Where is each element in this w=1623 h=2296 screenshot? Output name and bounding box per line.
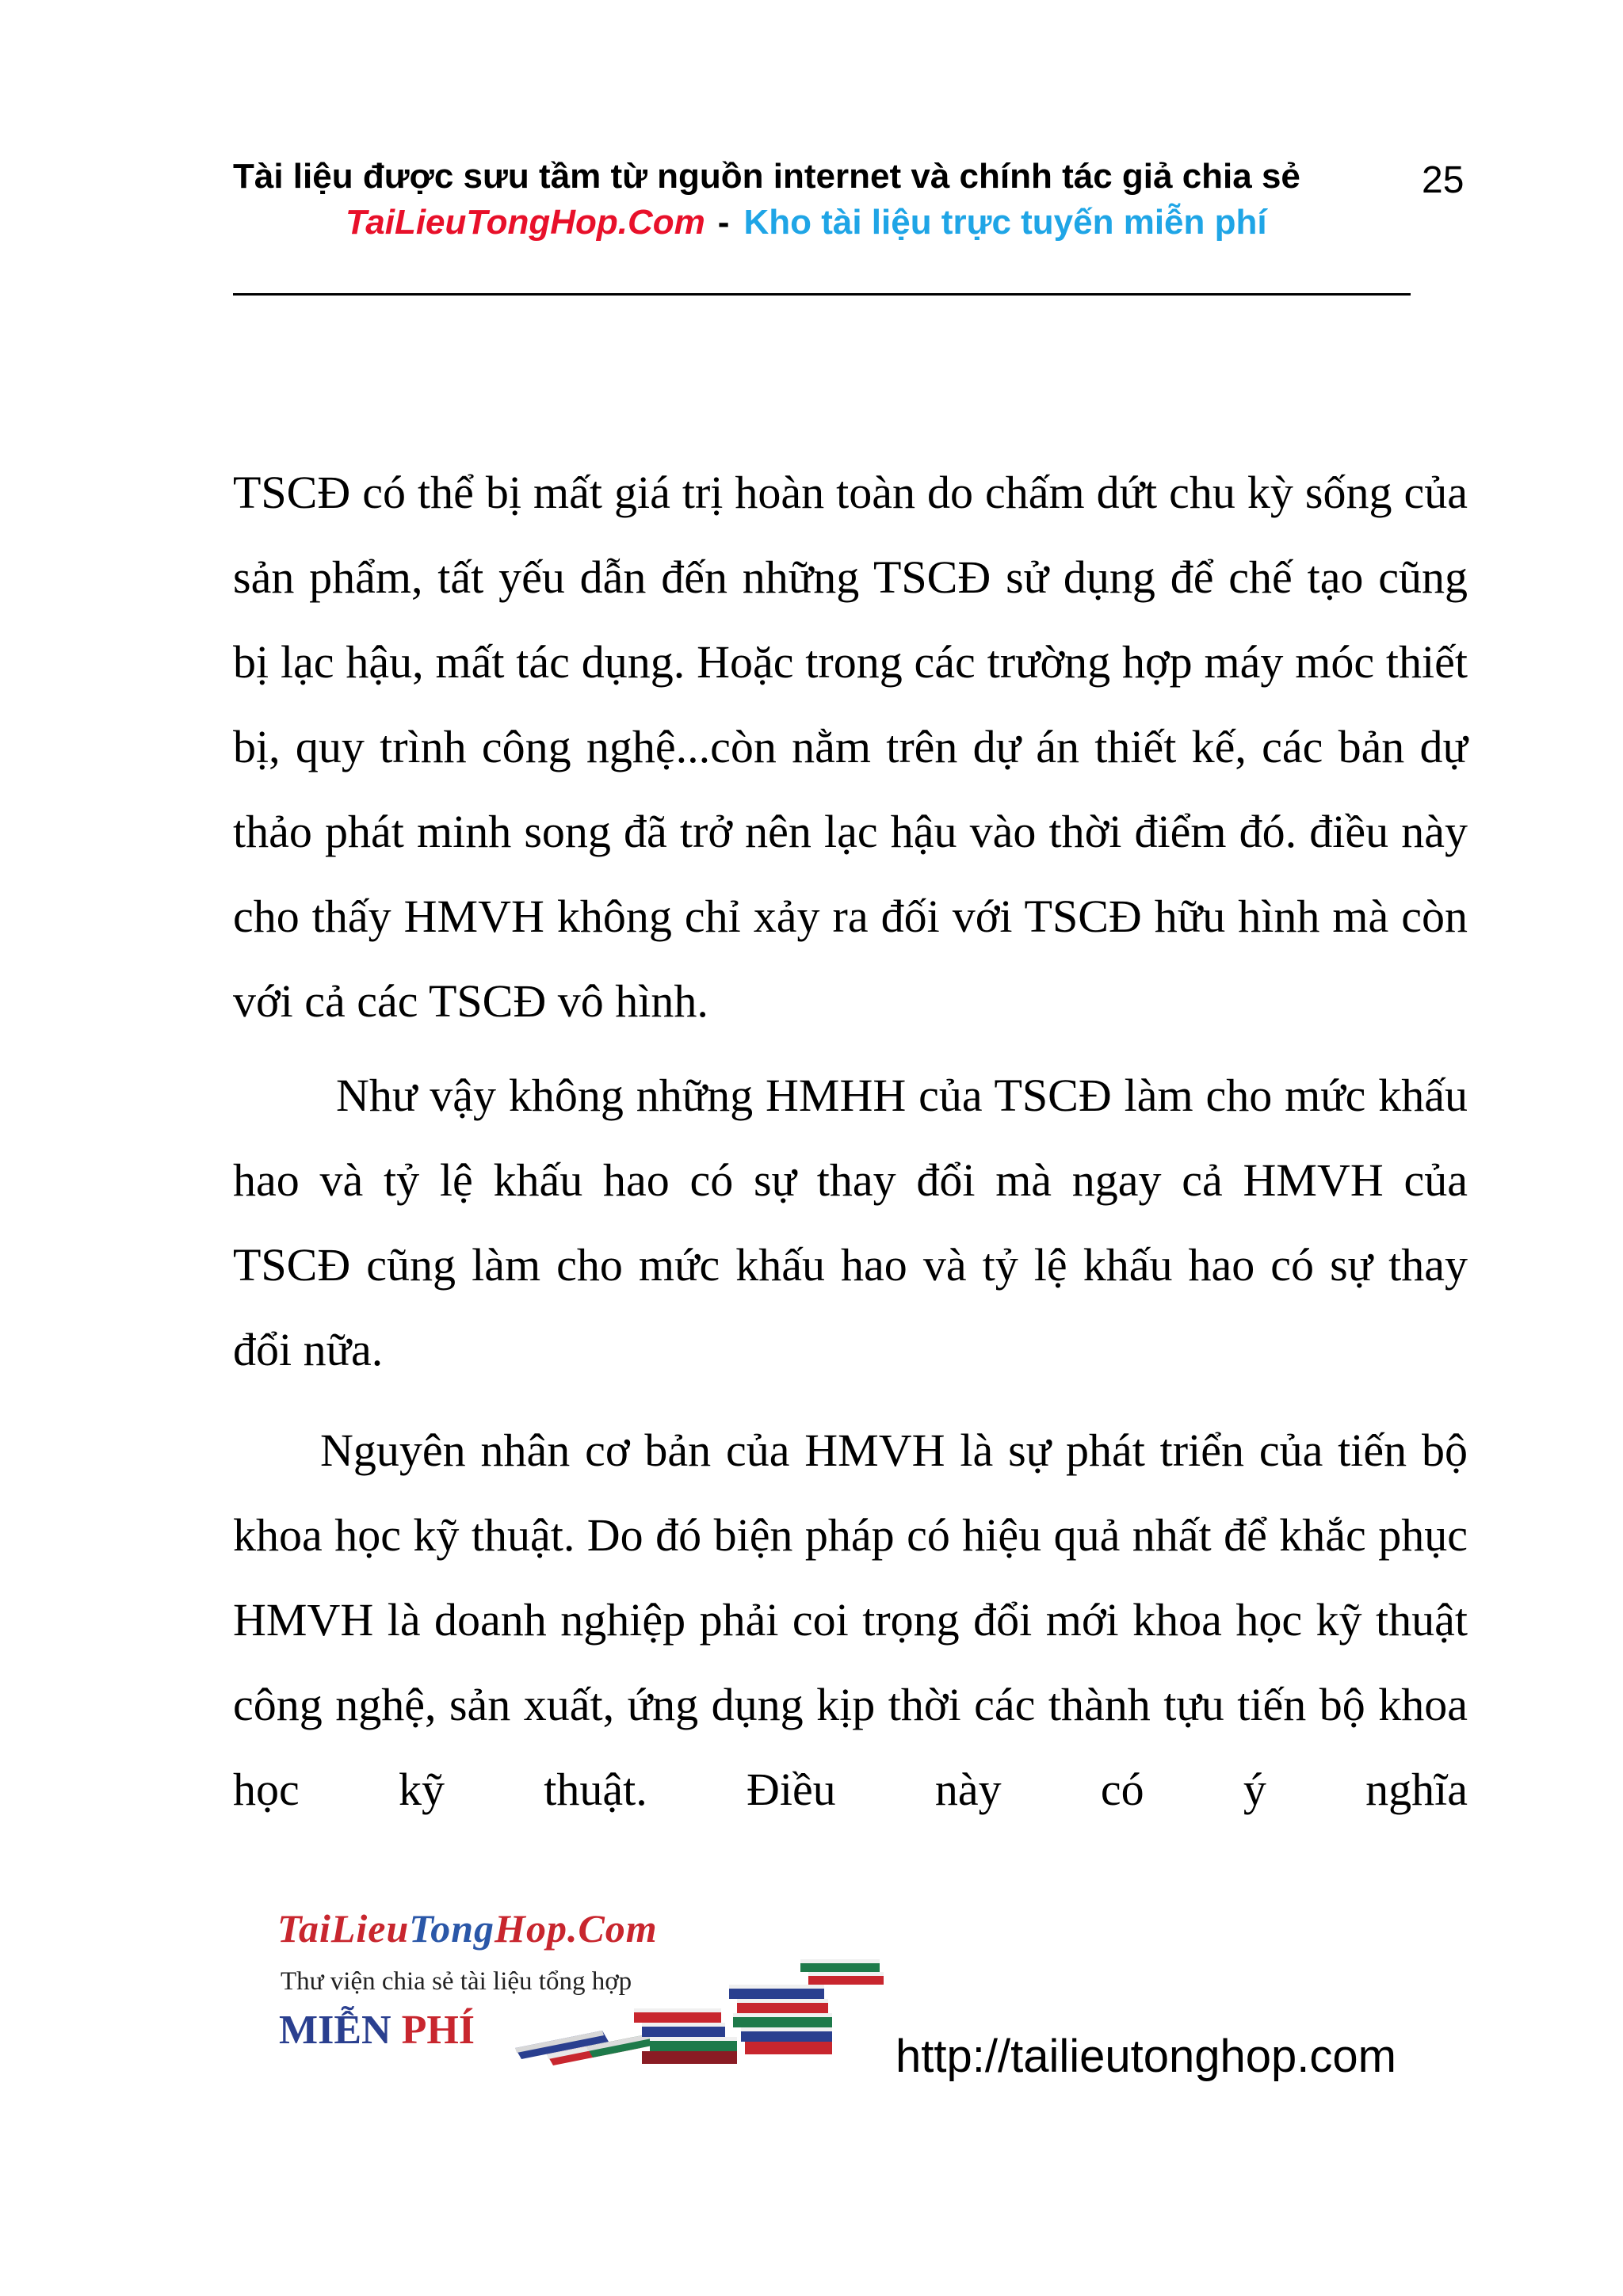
body-paragraph-2: Như vậy không những HMHH của TSCĐ làm cho mức khấu hao và tỷ lệ khấu hao có sự thay đổi mà ngay cả HMVH của TSCĐ cũng làm cho mức khấu hao và tỷ lệ khấu hao có sự thay đổi nữa.: [233, 1070, 1468, 1375]
header-separator: -: [717, 203, 730, 242]
site-logo[interactable]: [277, 1905, 880, 2064]
body-paragraph-3: Nguyên nhân cơ bản của HMVH là sự phát triển của tiến bộ khoa học kỹ thuật. Do đó biện pháp có hiệu quả nhất để khắc phục HMVH là doanh nghiệp phải coi trọng đổi mới khoa học kỹ thuật công nghệ, sản xuất, ứng dụng kịp thời các thành tựu tiến bộ khoa học kỹ thuật. Điều này có ý nghĩa: [233, 1425, 1468, 1815]
logo-title-part1: TaiLieu: [277, 1906, 410, 1951]
books-stack-icon: [515, 1953, 888, 2072]
header-site-line: [346, 203, 1267, 242]
footer-url-link[interactable]: http://tailieutonghop.com: [896, 2031, 1396, 2082]
logo-title-part3: Hop.Com: [495, 1906, 658, 1951]
logo-free-part2: PHÍ: [401, 2008, 475, 2053]
header-site-name[interactable]: TaiLieuTongHop.Com: [346, 203, 705, 242]
header-source-note: Tài liệu được sưu tầm từ nguồn internet và chính tác giả chia sẻ: [233, 157, 1300, 196]
document-body: [233, 450, 1468, 1832]
logo-free-part1: MIỄN: [279, 2008, 391, 2053]
page-number: 25: [1422, 159, 1465, 201]
logo-title: [277, 1905, 658, 1951]
body-paragraph-1: TSCĐ có thể bị mất giá trị hoàn toàn do chấm dứt chu kỳ sống của sản phẩm, tất yếu dẫn đến những TSCĐ sử dụng để chế tạo cũng bị lạc hậu, mất tác dụng. Hoặc trong các trường hợp máy móc thiết bị, quy trình công nghệ...còn nằm trên dự án thiết kế, các bản dự thảo phát minh song đã trở nên lạc hậu vào thời điểm đó. điều này cho thấy HMVH không chỉ xảy ra đối với TSCĐ hữu hình mà còn với cả các TSCĐ vô hình.: [233, 467, 1468, 1027]
header-divider: [233, 293, 1411, 296]
logo-subtitle: Thư viện chia sẻ tài liệu tổng hợp: [281, 1967, 632, 1996]
header-tagline: Kho tài liệu trực tuyến miễn phí: [743, 203, 1267, 242]
logo-title-part2: Tong: [409, 1906, 495, 1951]
logo-free-label: [279, 2007, 475, 2054]
